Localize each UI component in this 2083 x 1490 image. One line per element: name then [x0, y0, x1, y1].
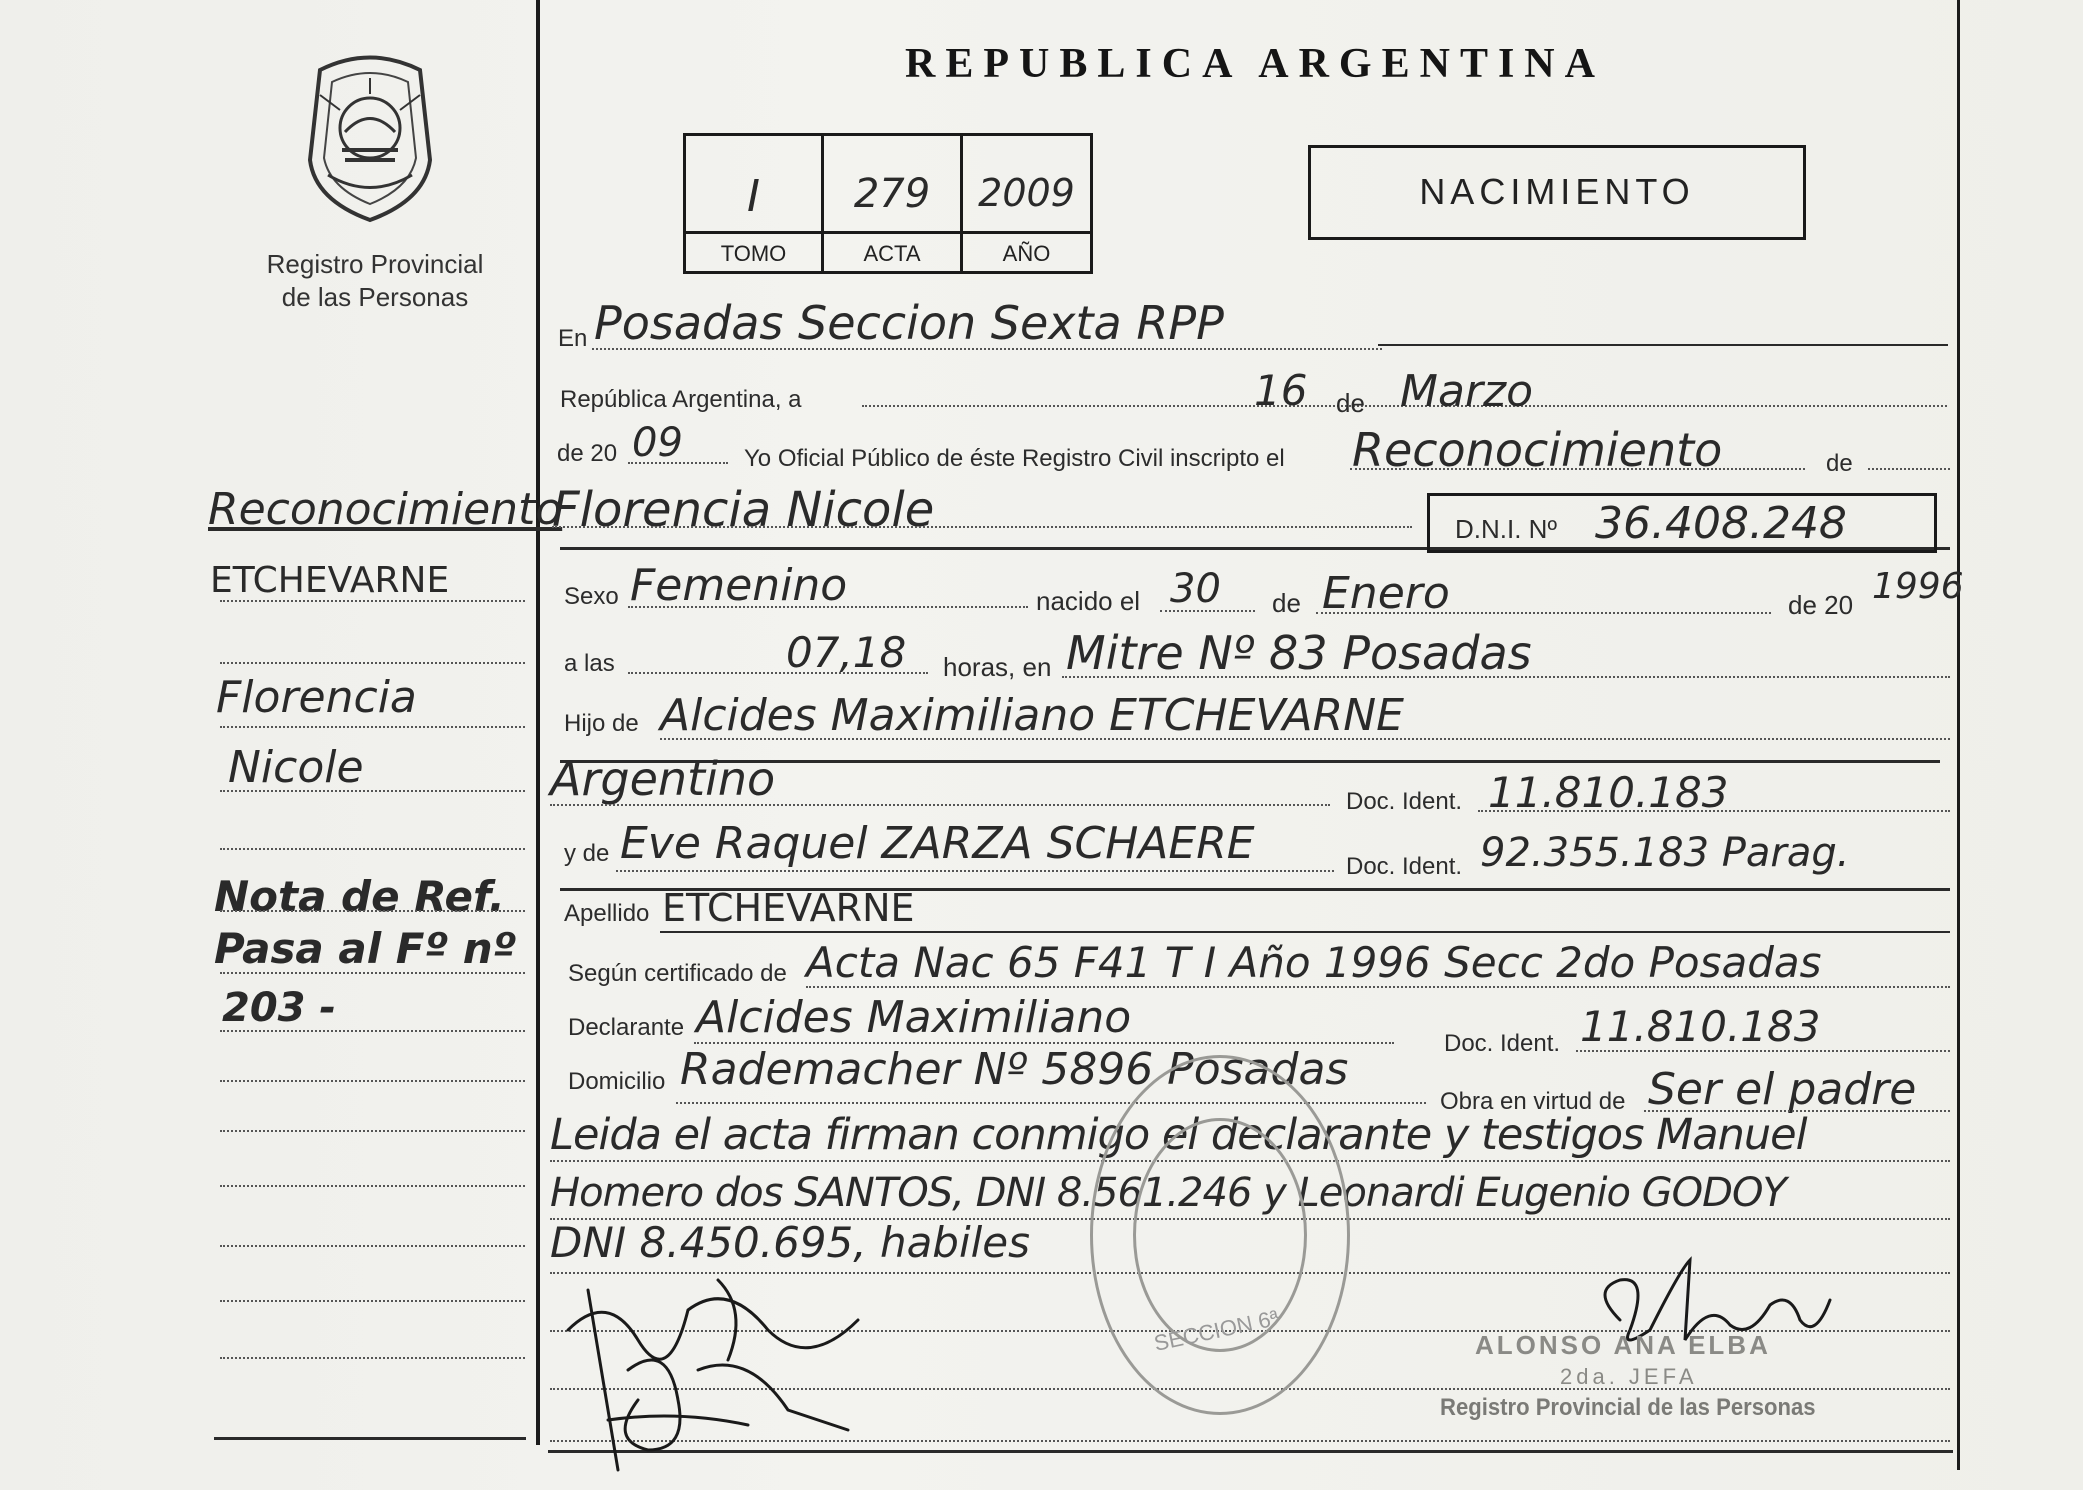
- book-reference-table: [683, 133, 1093, 274]
- month-value: Marzo: [1400, 366, 1534, 417]
- official-role: 2da. JEFA: [1560, 1364, 1698, 1389]
- padre-nac-line: [550, 804, 1330, 806]
- padre-value: Alcides Maximiliano ETCHEVARNE: [660, 690, 1404, 741]
- anio-label: AÑO: [963, 231, 1090, 271]
- acta-label: ACTA: [824, 231, 960, 271]
- margin-line: [220, 1130, 525, 1132]
- year-line: [628, 462, 728, 464]
- domicilio-value: Rademacher Nº 5896 Posadas: [680, 1044, 1349, 1095]
- sexo-value: Femenino: [630, 560, 848, 611]
- margin-line: [220, 1080, 525, 1082]
- tomo-value: I: [747, 171, 760, 222]
- official-stamp-text: SECCION 6ª: [1151, 1305, 1281, 1356]
- margin-line: [220, 1300, 525, 1302]
- margin-line: [220, 1245, 525, 1247]
- oficial-label: Yo Oficial Público de éste Registro Civil inscripto el: [744, 445, 1285, 472]
- de-label: de: [1336, 388, 1365, 418]
- birth-month-line: [1316, 612, 1771, 614]
- sexo-label: Sexo: [564, 583, 619, 610]
- margin-line: [220, 910, 525, 912]
- yde-label: y de: [564, 840, 610, 867]
- certificado-line: [806, 986, 1950, 988]
- de-label-2: de: [1826, 450, 1853, 477]
- alas-label: a las: [564, 650, 615, 677]
- acta-cell: [824, 136, 963, 271]
- left-column-divider: [536, 0, 540, 1445]
- margin-note-2: ETCHEVARNE: [210, 560, 450, 601]
- birth-month: Enero: [1322, 568, 1450, 619]
- birth-day: 30: [1170, 566, 1221, 612]
- declarante-doc-line: [1576, 1050, 1950, 1052]
- provincial-seal-logo: [290, 50, 450, 225]
- margin-line: [220, 662, 525, 664]
- name-value: Florencia Nicole: [552, 482, 935, 538]
- madre-doc-value: 92.355.183 Parag.: [1480, 830, 1850, 876]
- domicilio-label: Domicilio: [568, 1068, 666, 1095]
- declarante-label: Declarante: [568, 1014, 685, 1041]
- obra-label: Obra en virtud de: [1440, 1088, 1626, 1115]
- apellido-label: Apellido: [564, 900, 650, 927]
- inscripto-value: Reconocimiento: [1352, 423, 1723, 477]
- hora-value: 07,18: [786, 628, 907, 677]
- margin-line: [220, 972, 525, 974]
- text-line-1: Leida el acta firman conmigo el declarante y testigos Manuel: [550, 1110, 1807, 1160]
- anio-value: 2009: [978, 171, 1075, 215]
- margin-note-6: Pasa al Fº nº: [214, 924, 517, 973]
- margin-line: [220, 726, 525, 728]
- name-line: [552, 526, 1412, 528]
- registry-line-1: Registro Provincial: [266, 249, 484, 279]
- margin-line: [214, 1437, 526, 1440]
- obra-value: Ser el padre: [1648, 1064, 1917, 1115]
- margin-note-3: Florencia: [216, 672, 417, 723]
- certificado-label: Según certificado de: [568, 960, 787, 987]
- anio-cell: [963, 136, 1090, 271]
- apellido-value: ETCHEVARNE: [662, 886, 915, 930]
- margin-note-7: 203 -: [222, 985, 337, 1031]
- document-title: REPUBLICA ARGENTINA: [905, 41, 1605, 87]
- official-office: Registro Provincial de las Personas: [1440, 1394, 1816, 1421]
- de20-label: de 20: [557, 440, 618, 467]
- margin-line: [220, 1185, 525, 1187]
- apellido-line: [660, 930, 1950, 933]
- nacido-label: nacido el: [1036, 586, 1141, 616]
- margin-note-4: Nicole: [228, 742, 364, 793]
- declarante-doc-value: 11.810.183: [1580, 1002, 1821, 1051]
- margin-line: [220, 1357, 525, 1359]
- tomo-label: TOMO: [686, 231, 821, 271]
- doc-ident-label-3: Doc. Ident.: [1444, 1030, 1561, 1057]
- madre-value: Eve Raquel ZARZA SCHAERE: [620, 818, 1255, 869]
- lugar-value: Mitre Nº 83 Posadas: [1066, 626, 1532, 680]
- lugar-line: [1062, 676, 1950, 678]
- domicilio-line: [676, 1102, 1426, 1104]
- acta-value: 279: [853, 171, 931, 217]
- republica-label: República Argentina, a: [560, 386, 802, 413]
- madre-line: [616, 870, 1334, 872]
- margin-line: [220, 848, 525, 850]
- inscripto-line: [1350, 468, 1805, 470]
- text-line-2: Homero dos SANTOS, DNI 8.561.246 y Leonardi Eugenio GODOY: [550, 1170, 1786, 1216]
- text-line-3: DNI 8.450.695, habiles: [550, 1218, 1031, 1267]
- sexo-line: [628, 606, 1028, 608]
- right-border-line: [1957, 0, 1960, 1470]
- padre-doc-value: 11.810.183: [1488, 768, 1729, 817]
- hijo-label: Hijo de: [564, 710, 639, 737]
- official-name: ALONSO ANA ELBA: [1475, 1330, 1771, 1360]
- margin-line: [220, 790, 525, 792]
- padre-doc-line: [1478, 810, 1950, 812]
- en-label: En: [558, 325, 588, 352]
- declarante-value: Alcides Maximiliano: [696, 992, 1132, 1043]
- en-line-end: [1378, 343, 1948, 346]
- birth-year: 1996: [1872, 566, 1964, 607]
- de-line-2: [1868, 468, 1950, 470]
- de20-label-2: de 20: [1788, 590, 1854, 620]
- en-line: [592, 348, 1382, 350]
- margin-note-1: Reconocimiento: [208, 484, 563, 535]
- de-label-3: de: [1272, 588, 1301, 618]
- padre-line: [660, 738, 1950, 740]
- year-value: 09: [632, 420, 683, 466]
- margin-line: [220, 600, 525, 602]
- margin-note-5: Nota de Ref.: [214, 872, 505, 921]
- birth-day-line: [1160, 610, 1255, 612]
- dni-box: [1427, 493, 1937, 553]
- registry-name: [230, 248, 520, 314]
- margin-line: [220, 1030, 525, 1032]
- official-stamp: [1090, 1055, 1350, 1415]
- act-type-box: NACIMIENTO: [1308, 145, 1806, 240]
- registry-line-2: de las Personas: [281, 282, 469, 312]
- certificado-value: Acta Nac 65 F41 T I Año 1996 Secc 2do Posadas: [806, 938, 1822, 987]
- doc-ident-label-2: Doc. Ident.: [1346, 853, 1463, 880]
- tomo-cell: [686, 136, 824, 271]
- en-value: Posadas Seccion Sexta RPP: [594, 296, 1224, 350]
- doc-ident-label: Doc. Ident.: [1346, 788, 1463, 815]
- horas-en-label: horas, en: [943, 652, 1052, 682]
- dni-label: D.N.I. Nº: [1455, 514, 1557, 544]
- day-value: 16: [1254, 366, 1308, 415]
- declarant-signature: [548, 1250, 908, 1480]
- padre-nacionalidad: Argentino: [550, 752, 776, 806]
- dni-value: 36.408.248: [1595, 498, 1847, 549]
